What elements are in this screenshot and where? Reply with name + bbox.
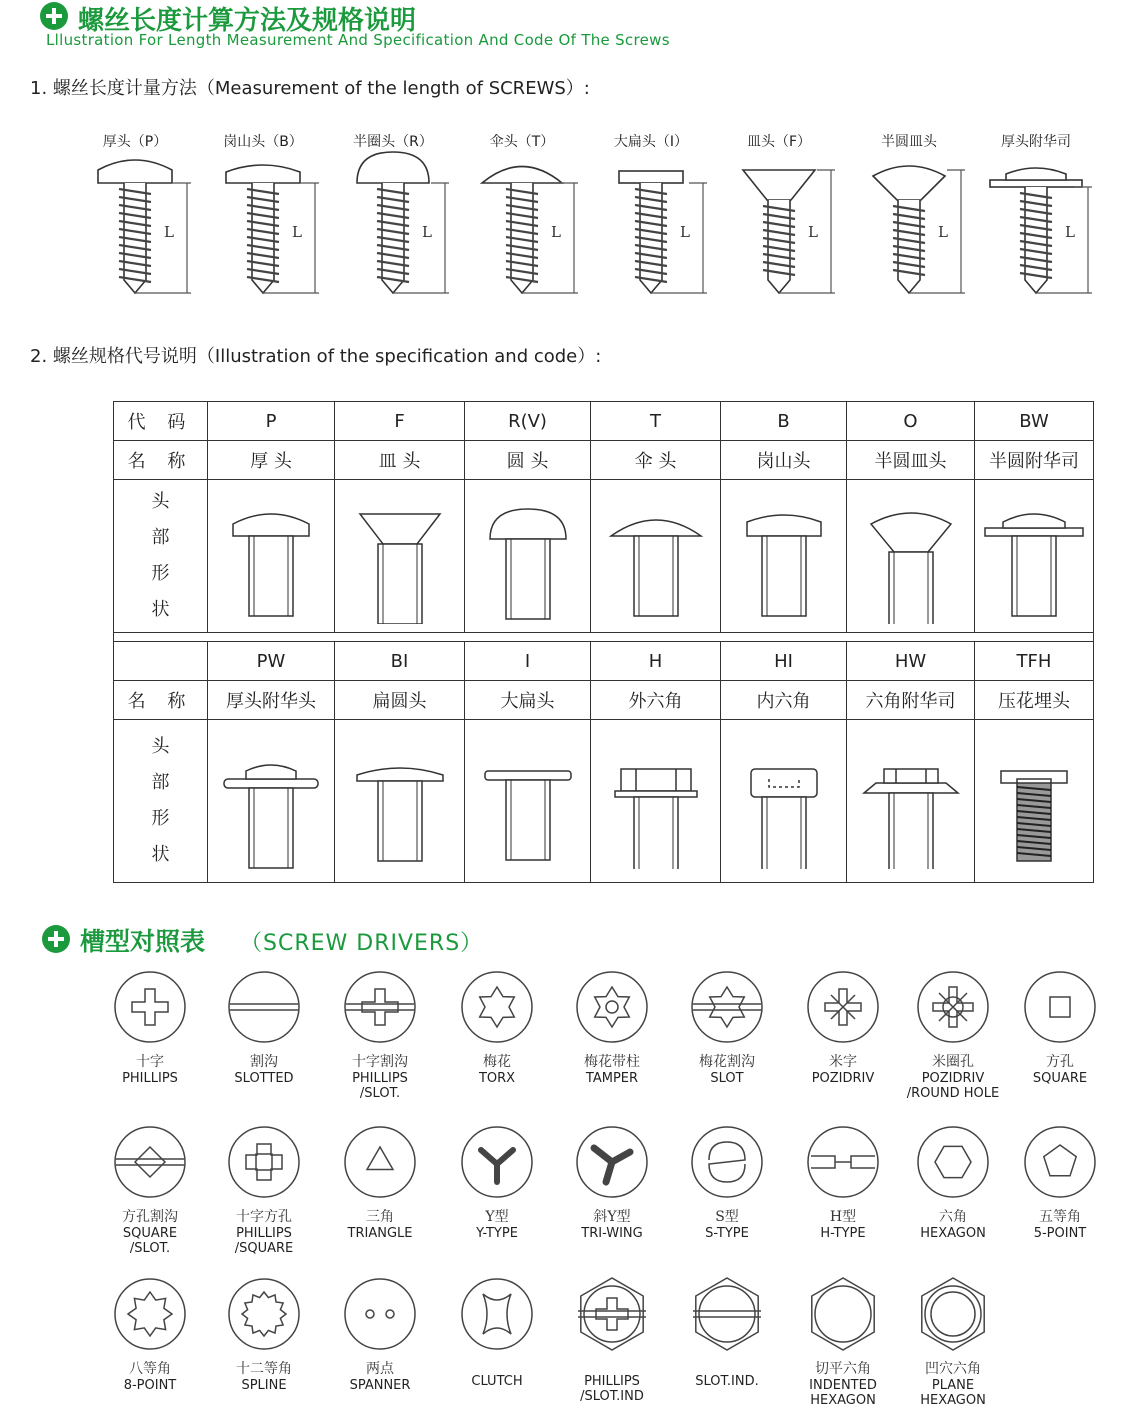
length-mark: L	[808, 223, 818, 241]
spec-cell: PW	[208, 642, 335, 681]
driver-item	[209, 969, 319, 1086]
spec-cell: 厚 头	[208, 441, 335, 480]
driver-name-en: POZIDRIV	[811, 1071, 875, 1086]
driver-name-en: SPLINE	[241, 1378, 287, 1393]
spec-cell: 内六角	[721, 681, 847, 720]
driver-name-cn: 凹穴六角	[925, 1361, 981, 1377]
driver-item	[788, 969, 898, 1086]
head-P-icon	[216, 484, 326, 624]
spec-cell: HW	[847, 642, 975, 681]
page-subtitle: Lllustration For Length Measurement And Specification And Code Of The Screws	[46, 31, 670, 49]
spec-cell: 压花埋头	[975, 681, 1094, 720]
head-shape-cell	[591, 720, 721, 883]
driver-name-cn	[442, 1358, 552, 1374]
head-B-icon	[729, 484, 839, 624]
head-shape-cell	[975, 480, 1094, 633]
shape-row-label	[114, 480, 208, 633]
head-shape-cell	[208, 480, 335, 633]
h-type-icon	[805, 1124, 881, 1200]
driver-item	[325, 969, 435, 1101]
length-mark: L	[292, 223, 302, 241]
screw-label: 皿头（F）	[746, 134, 812, 150]
driver-name-cn: 梅花	[483, 1054, 511, 1070]
screw-washer-icon	[990, 168, 1092, 293]
spec-cell: B	[721, 402, 847, 441]
head-T-icon	[601, 484, 711, 624]
driver-name-cn: 梅花带柱	[584, 1054, 640, 1070]
spec-cell: I	[465, 642, 591, 681]
length-mark: L	[422, 223, 432, 241]
driver-name-en: H-TYPE	[820, 1226, 866, 1241]
driver-item	[442, 969, 552, 1086]
phillips-icon	[112, 969, 188, 1045]
driver-name-cn: H型	[829, 1209, 857, 1225]
spacer-row	[114, 633, 1094, 642]
tri-wing-icon	[574, 1124, 650, 1200]
driver-name-en: Y-TYPE	[476, 1226, 518, 1241]
triangle-icon	[342, 1124, 418, 1200]
shape-label-char: 形	[151, 563, 170, 584]
code-row-top	[114, 402, 1094, 441]
code-row-label-empty	[114, 642, 208, 681]
clutch-icon	[459, 1276, 535, 1352]
driver-name-en: PLANE HEXAGON	[920, 1378, 986, 1408]
driver-name-cn: 十字方孔	[236, 1209, 292, 1225]
y-type-icon	[459, 1124, 535, 1200]
spec-cell: 六角附华司	[847, 681, 975, 720]
driver-name-en: PHILLIPS /SLOT.IND	[580, 1374, 644, 1404]
shape-label-char: 形	[151, 808, 170, 829]
drivers-subtitle: （SCREW DRIVERS）	[240, 931, 484, 956]
code-row-label: 代 码	[114, 402, 208, 441]
head-shape-cell	[847, 480, 975, 633]
spec-cell: 岗山头	[721, 441, 847, 480]
driver-item	[788, 1276, 898, 1408]
spec-cell: 半圆皿头	[847, 441, 975, 480]
length-mark: L	[164, 223, 174, 241]
drivers-title: 槽型对照表	[80, 927, 206, 956]
driver-name-en: SPANNER	[349, 1378, 411, 1393]
driver-name-en: TRI-WING	[581, 1226, 643, 1241]
head-HW-icon	[856, 729, 966, 869]
head-O-icon	[856, 484, 966, 624]
head-shape-cell	[335, 720, 465, 883]
name-row-label: 名 称	[114, 441, 208, 480]
five-point-icon	[1022, 1124, 1098, 1200]
head-F-icon	[345, 484, 455, 624]
driver-item	[1005, 1124, 1115, 1241]
eight-point-icon	[112, 1276, 188, 1352]
driver-item	[557, 969, 667, 1086]
driver-item	[898, 969, 1008, 1101]
shape-row-label	[114, 720, 208, 883]
driver-name-en: SLOT.IND.	[695, 1374, 759, 1389]
screw-flat-countersunk-icon	[743, 170, 835, 293]
indented-hexagon-icon	[805, 1276, 881, 1352]
pozidriv-hole-icon	[915, 969, 991, 1045]
spanner-icon	[342, 1276, 418, 1352]
head-shape-cell	[721, 720, 847, 883]
phillips-slot-ind-icon	[574, 1276, 650, 1352]
driver-item	[672, 969, 782, 1086]
driver-name-cn: 方孔割沟	[122, 1209, 178, 1225]
pozidriv-icon	[805, 969, 881, 1045]
shape-row-top	[114, 480, 1094, 633]
screw-flat-large-icon	[619, 171, 707, 293]
driver-name-cn: 八等角	[129, 1361, 171, 1377]
head-R-icon	[473, 484, 583, 624]
spec-cell: 半圆附华司	[975, 441, 1094, 480]
length-mark: L	[1065, 223, 1075, 241]
length-mark: L	[551, 223, 561, 241]
spec-cell: 外六角	[591, 681, 721, 720]
plus-icon	[42, 925, 70, 953]
screw-label: 伞头（T）	[489, 134, 555, 150]
spec-cell: BI	[335, 642, 465, 681]
driver-item	[1005, 969, 1115, 1086]
shape-label-char: 部	[151, 527, 170, 548]
driver-item	[672, 1124, 782, 1241]
driver-name-en: PHILLIPS /SLOT.	[352, 1071, 408, 1101]
spec-cell: 圆 头	[465, 441, 591, 480]
driver-item	[442, 1124, 552, 1241]
driver-name-en: SQUARE /SLOT.	[122, 1226, 178, 1256]
driver-name-cn: Y型	[485, 1209, 509, 1225]
head-HI-icon	[729, 729, 839, 869]
driver-name-en: POZIDRIV /ROUND HOLE	[906, 1071, 1000, 1101]
head-BW-icon	[979, 484, 1089, 624]
screw-label: 半圈头（R）	[353, 134, 433, 150]
driver-name-cn	[672, 1358, 782, 1374]
code-row-bottom	[114, 642, 1094, 681]
slotted-icon	[226, 969, 302, 1045]
screw-binding-icon	[226, 165, 319, 293]
spec-cell: 大扁头	[465, 681, 591, 720]
driver-name-en: HEXAGON	[920, 1226, 986, 1241]
head-shape-cell	[721, 480, 847, 633]
length-mark: L	[680, 223, 690, 241]
head-shape-cell	[465, 720, 591, 883]
driver-item	[557, 1124, 667, 1241]
s-type-icon	[689, 1124, 765, 1200]
spec-cell: HI	[721, 642, 847, 681]
driver-name-cn: 五等角	[1039, 1209, 1081, 1225]
driver-name-en: SQUARE	[1032, 1071, 1088, 1086]
plane-hexagon-icon	[915, 1276, 991, 1352]
name-row-label: 名 称	[114, 681, 208, 720]
head-shape-cell	[465, 480, 591, 633]
spec-cell: BW	[975, 402, 1094, 441]
spec-cell: 伞 头	[591, 441, 721, 480]
phillips-square-icon	[226, 1124, 302, 1200]
spec-cell: TFH	[975, 642, 1094, 681]
driver-name-en: INDENTED HEXAGON	[809, 1378, 877, 1408]
head-BI-icon	[345, 729, 455, 869]
spec-cell: P	[208, 402, 335, 441]
driver-item	[95, 1276, 205, 1393]
head-shape-cell	[335, 480, 465, 633]
driver-item	[557, 1276, 667, 1404]
head-shape-cell	[591, 480, 721, 633]
square-slot-icon	[112, 1124, 188, 1200]
driver-name-cn: 割沟	[250, 1054, 278, 1070]
driver-name-cn: 米字	[829, 1054, 857, 1070]
driver-item	[672, 1276, 782, 1389]
slot-ind-icon	[689, 1276, 765, 1352]
driver-name-en: 5-POINT	[1033, 1226, 1087, 1241]
spline-icon	[226, 1276, 302, 1352]
driver-name-en: TRIANGLE	[347, 1226, 413, 1241]
head-TFH-icon	[979, 729, 1089, 869]
shape-row-bottom	[114, 720, 1094, 883]
torx-icon	[459, 969, 535, 1045]
driver-name-en: TORX	[478, 1071, 516, 1086]
head-shape-cell	[847, 720, 975, 883]
driver-name-cn: 切平六角	[815, 1361, 871, 1377]
name-row-top	[114, 441, 1094, 480]
spec-cell: R(V)	[465, 402, 591, 441]
driver-name-cn: 方孔	[1046, 1054, 1074, 1070]
driver-name-cn: 六角	[939, 1209, 967, 1225]
spec-cell: 扁圆头	[335, 681, 465, 720]
screw-truss-icon	[482, 167, 578, 294]
shape-label-char: 状	[151, 844, 170, 865]
driver-name-cn: 十字割沟	[352, 1054, 408, 1070]
driver-name-cn: 十二等角	[236, 1361, 292, 1377]
screw-pan-icon	[98, 160, 191, 293]
phillips-slot-icon	[342, 969, 418, 1045]
screw-label: 厚头附华司	[1001, 134, 1071, 150]
driver-name-cn: S型	[715, 1209, 739, 1225]
spec-cell: 厚头附华头	[208, 681, 335, 720]
shape-label-char: 部	[151, 772, 170, 793]
driver-name-cn: 梅花割沟	[699, 1054, 755, 1070]
head-shape-cell	[975, 720, 1094, 883]
tamper-icon	[574, 969, 650, 1045]
spec-cell: T	[591, 402, 721, 441]
driver-item	[325, 1276, 435, 1393]
shape-label-char: 头	[151, 491, 170, 512]
shape-label-char: 头	[151, 736, 170, 757]
driver-name-cn: 三角	[366, 1209, 394, 1225]
section-1-title: 1. 螺丝长度计量方法（Measurement of the length of SCREWS）:	[30, 78, 590, 99]
screw-round-icon	[357, 152, 449, 293]
driver-name-cn: 十字	[136, 1054, 164, 1070]
square-icon	[1022, 969, 1098, 1045]
name-row-bottom	[114, 681, 1094, 720]
spec-cell: F	[335, 402, 465, 441]
driver-item	[442, 1276, 552, 1389]
driver-name-cn: 两点	[366, 1361, 394, 1377]
head-shape-cell	[208, 720, 335, 883]
driver-name-cn	[557, 1358, 667, 1374]
screw-label: 半圆皿头	[881, 134, 937, 150]
spec-cell: O	[847, 402, 975, 441]
driver-name-en: 8-POINT	[123, 1378, 177, 1393]
driver-name-en: CLUTCH	[471, 1374, 523, 1389]
driver-name-en: SLOT	[710, 1071, 744, 1086]
driver-name-cn: 米圈孔	[932, 1054, 974, 1070]
page-title: 螺丝长度计算方法及规格说明	[78, 6, 417, 36]
torx-slot-icon	[689, 969, 765, 1045]
driver-name-cn: 斜Y型	[593, 1209, 631, 1225]
screw-length-illustrations	[0, 0, 1130, 310]
length-mark: L	[938, 223, 948, 241]
driver-item	[898, 1276, 1008, 1408]
screw-label: 岗山头（B）	[223, 134, 303, 150]
driver-item	[95, 1124, 205, 1256]
driver-item	[209, 1124, 319, 1256]
spec-cell: H	[591, 642, 721, 681]
section-2-title: 2. 螺丝规格代号说明（Illustration of the specification and code）:	[30, 346, 602, 367]
driver-item	[95, 969, 205, 1086]
driver-name-en: TAMPER	[585, 1071, 639, 1086]
driver-item	[788, 1124, 898, 1241]
shape-label-char: 状	[151, 599, 170, 620]
driver-name-en: PHILLIPS	[122, 1071, 178, 1086]
spec-table	[113, 401, 1094, 883]
driver-item	[325, 1124, 435, 1241]
screw-label: 厚头（P）	[102, 134, 168, 150]
driver-item	[898, 1124, 1008, 1241]
head-H-icon	[601, 729, 711, 869]
head-PW-icon	[216, 729, 326, 869]
screw-oval-icon	[873, 166, 965, 293]
driver-item	[209, 1276, 319, 1393]
head-I-icon	[473, 729, 583, 869]
driver-name-en: S-TYPE	[705, 1226, 749, 1241]
hexagon-icon	[915, 1124, 991, 1200]
spec-cell: 皿 头	[335, 441, 465, 480]
screw-label: 大扁头（I）	[613, 134, 689, 150]
driver-name-en: SLOTTED	[234, 1071, 294, 1086]
driver-name-en: PHILLIPS /SQUARE	[234, 1226, 294, 1256]
